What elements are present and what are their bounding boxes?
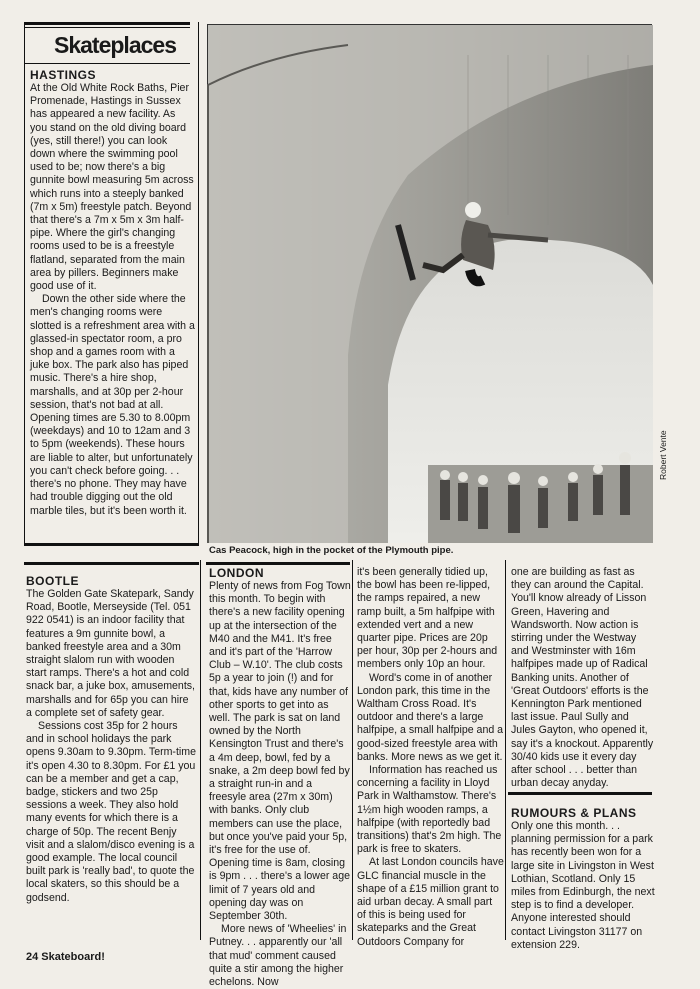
- column-rule: [24, 22, 25, 545]
- top-rule-thin: [24, 27, 190, 28]
- bootle-top-rule: [24, 562, 199, 565]
- paragraph: Plenty of news from Fog Town this month. To begin with there's a new facility opening up at the intersection of the M40 and the M41. It's free and it's part of the 'Harrow Club – W.10'. The club costs 5p a year to join (!) and for that, kids have any number of other sports to get into as well. The park is sat on land owned by the North Kensington Trust and there's a 4m deep, bowl, fed by a snake, a 2m deep bowl fed by a straight run-in and a freesyle area (27m x 30m) with banks. Only club members can use the place, but once you've paid your 5p, it's free for the use of. Opening time is 8am, closing is 9pm . . . there's a lower age limit of 7 years old and opening day was on September 30th.: [209, 580, 351, 923]
- rumours-body: [511, 820, 655, 960]
- bootle-body: [26, 588, 197, 928]
- photo-credit: Robert Vente: [658, 430, 668, 480]
- paragraph: At last London councils have GLC financial muscle in the shape of a £15 million grant to aid urban decay. A small part of this is being used for skateparks and the Great Outdoors Company for: [357, 856, 504, 948]
- paragraph: Down the other side where the men's changing rooms were slotted is a refreshment area with a glassed-in spectator room, a pro shop and a games room with a juke box. The park also has piped music. There's a hire shop, marshalls, and at 30p per 2-hour session, that's not bad at all. Opening times are 5.30 to 8.00pm (weekdays) and 10 to 12am and 3 to 5pm (weekends). These hours are liable to alter, but unfortunately you can't check before going. . . there's no phone. They may have had trouble digging out the old marble tiles, but it's been worth it.: [30, 293, 195, 517]
- rumours-top-rule: [508, 792, 652, 795]
- paragraph: Sessions cost 35p for 2 hours and in school holidays the park opens 9.30am to 9.30pm. Term-time it's open 4.30 to 8.30pm. For £1 you can be a member and get a cap, badge, stickers and two 25p sessions a week. They also hold many events for which there is a charge of 50p. The recent Benjy visit and a slalom/disco evening is a good example. The local council built park is 'really bad', to quote the local skaters, so this should be a godsend.: [26, 720, 196, 904]
- london-col-3: [511, 566, 655, 791]
- rumours-title: RUMOURS & PLANS: [511, 806, 637, 820]
- column-rule: [352, 560, 353, 940]
- top-rule: [24, 22, 190, 25]
- paragraph: one are building as fast as they can around the Capital. You'll know already of Lisson Green, Havering and Wandsworth. Now action is stirring under the Westway and Westminster with 16m halfpipes made up of Radical Banking units. Another of 'Great Outdoors' efforts is the Kennington Park mentioned last issue. Paul Sully and Jules Gayton, who opened it, say it's a knockout. Apparently 30/40 kids use it every day after school . . . better than urban decay anyday.: [511, 566, 654, 790]
- halfpipe-skater-image: [208, 25, 653, 543]
- paragraph: Only one this month. . . planning permission for a park has recently been won for a large site in Livingston in West Lothian, Scotland. Only 15 miles from Edinburgh, the next step is to find a developer. Anyone interested should contact Livingston 31177 on extension 229.: [511, 820, 655, 951]
- paragraph: At the Old White Rock Baths, Pier Promenade, Hastings in Sussex has appeared a new facility. As you stand on the old diving board (yes, still there!) you can look down where the swimming pool used to be; now there's a big gunnite bowl measuring 5m across which runs into a steeply banked (7m x 5m) freestyle patch. Beyond that there's a 7m x 5m x 3m half-pipe. Where the girl's changing rooms used to be is a freestyle flatland, separated from the main area by pillers. Beginners make good use of it.: [30, 82, 194, 293]
- london-title: LONDON: [209, 566, 264, 580]
- london-col-1: [209, 580, 351, 989]
- hastings-title: HASTINGS: [30, 68, 97, 82]
- page-heading: Skateplaces: [54, 32, 176, 58]
- page-folio: 24 Skateboard!: [26, 951, 105, 963]
- paragraph: Word's come in of another London park, this time in the Waltham Cross Road. It's outdoor and there's a large halfpipe, a small halfpipe and a good-sized freestyle area with banks. More news as we get it.: [357, 671, 504, 763]
- paragraph: More news of 'Wheelies' in Putney. . . apparently our 'all that mud' comment caused quite a stir among the higher echelons. Now: [209, 923, 347, 989]
- paragraph: it's been generally tidied up, the bowl has been re-lipped, the ramps repaired, a new ramp built, a 5m halfpipe with extended vert and a new quarter pipe. Prices are 20p per hour, 30p per 2-hours and members only 10p an hour.: [357, 566, 498, 671]
- skatepark-photo: [207, 24, 652, 542]
- hastings-end-rule: [24, 543, 199, 546]
- hastings-body: [30, 82, 195, 542]
- london-col-2: [357, 566, 504, 948]
- column-rule: [200, 560, 201, 940]
- london-top-rule: [206, 562, 350, 565]
- heading-rule: [24, 63, 190, 64]
- bootle-title: BOOTLE: [26, 574, 79, 588]
- paragraph: The Golden Gate Skatepark, Sandy Road, Bootle, Merseyside (Tel. 051 922 0541) is an indoor facility that features a 9m gunnite bowl, a banked freestyle area and a 30m straight slalom run with wooden start ramps. There's a hot and cold snack bar, a juke box, amusements, marshalls and for 65p you can hire a complete set of safety gear.: [26, 588, 195, 719]
- column-rule: [198, 22, 199, 545]
- column-rule: [505, 560, 506, 940]
- paragraph: Information has reached us concerning a facility in Lloyd Park in Walthamstow. There's 1½m high wooden ramps, a halfpipe (with reportedly bad transitions) that's 2m high. The park is free to skaters.: [357, 764, 502, 856]
- photo-caption: Cas Peacock, high in the pocket of the Plymouth pipe.: [209, 545, 454, 556]
